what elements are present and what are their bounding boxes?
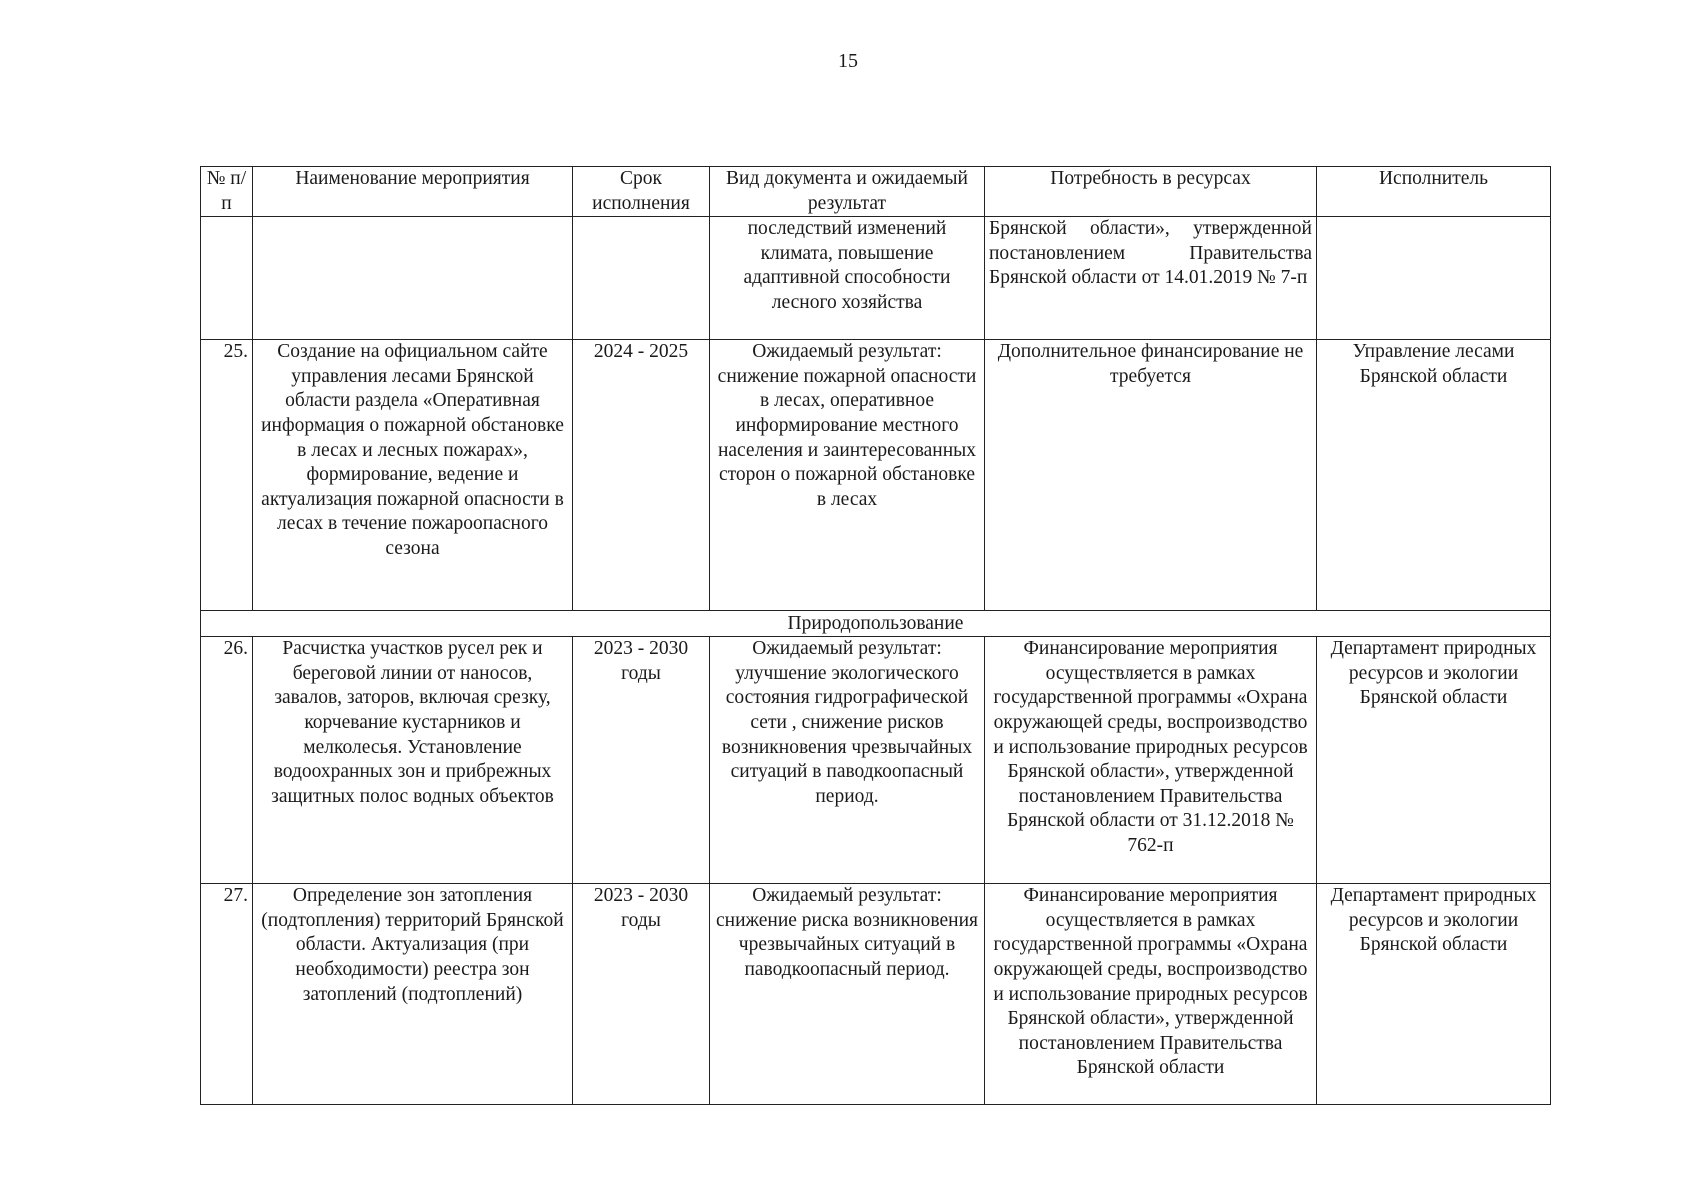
cell-executor: Управление лесами Брянской области [1317,340,1551,611]
table-header-row [201,167,1551,217]
cell-resources: Финансирование мероприятия осуществляется в рамках государственной программы «Охрана окружающей среды, воспроизводство и использование природных ресурсов Брянской области», утвержденной постановлением Правительства Брянской области от 31.12.2018 № 762-п [985,637,1317,884]
cell-resources: Финансирование мероприятия осуществляется в рамках государственной программы «Охрана окружающей среды, воспроизводство и использование природных ресурсов Брянской области», утвержденной постановлением Правительства Брянской области [985,884,1317,1105]
cell-term: 2023 - 2030 годы [573,637,710,884]
cell-num: 26. [201,637,253,884]
table-body-after-section [201,637,1551,1105]
header-term: Срок исполнения [573,167,710,217]
cell-num: 27. [201,884,253,1105]
header-doc: Вид документа и ожидаемый результат [710,167,985,217]
cell-num: 25. [201,340,253,611]
table-row [201,884,1551,1105]
cell-doc: Ожидаемый результат: улучшение экологического состояния гидрографической сети , снижение рисков возникновения чрезвычайных ситуаций в паводкоопасный период. [710,637,985,884]
header-num: № п/п [201,167,253,217]
header-name: Наименование мероприятия [253,167,573,217]
section-row [201,611,1551,637]
cell-term: 2023 - 2030 годы [573,884,710,1105]
cell-executor: Департамент природных ресурсов и экологии Брянской области [1317,884,1551,1105]
table-row [201,637,1551,884]
section-header [201,611,1551,637]
cell-term: 2024 - 2025 [573,340,710,611]
cell-num [201,217,253,340]
cell-name: Создание на официальном сайте управления лесами Брянской области раздела «Оперативная информация о пожарной обстановке в лесах и лесных пожарах», формирование, ведение и актуализация пожарной опасности в лесах в течение пожароопасного сезона [253,340,573,611]
table-row [201,340,1551,611]
cell-resources: Брянской области», утвержденной постановлением Правительства Брянской области от 14.01.2019 № 7-п [985,217,1317,340]
cell-resources: Дополнительное финансирование не требуется [985,340,1317,611]
cell-doc: Ожидаемый результат: снижение пожарной опасности в лесах, оперативное информирование местного населения и заинтересованных сторон о пожарной обстановке в лесах [710,340,985,611]
cell-executor: Департамент природных ресурсов и экологии Брянской области [1317,637,1551,884]
cell-executor [1317,217,1551,340]
cell-doc: Ожидаемый результат: снижение риска возникновения чрезвычайных ситуаций в паводкоопасный период. [710,884,985,1105]
cell-name [253,217,573,340]
page-number: 15 [838,50,858,72]
cell-name: Расчистка участков русел рек и береговой линии от наносов, завалов, заторов, включая срезку, корчевание кустарников и мелколесья. Установление водоохранных зон и прибрежных защитных полос водных объектов [253,637,573,884]
cell-name: Определение зон затопления (подтопления) территорий Брянской области. Актуализация (при необходимости) реестра зон затоплений (подтоплений) [253,884,573,1105]
table-row [201,217,1551,340]
section-title: Природопользование [201,611,1551,637]
cell-doc: последствий изменений климата, повышение адаптивной способности лесного хозяйства [710,217,985,340]
table-body-before-section [201,217,1551,611]
header-executor: Исполнитель [1317,167,1551,217]
cell-term [573,217,710,340]
header-resources: Потребность в ресурсах [985,167,1317,217]
activities-table [200,166,1551,1105]
